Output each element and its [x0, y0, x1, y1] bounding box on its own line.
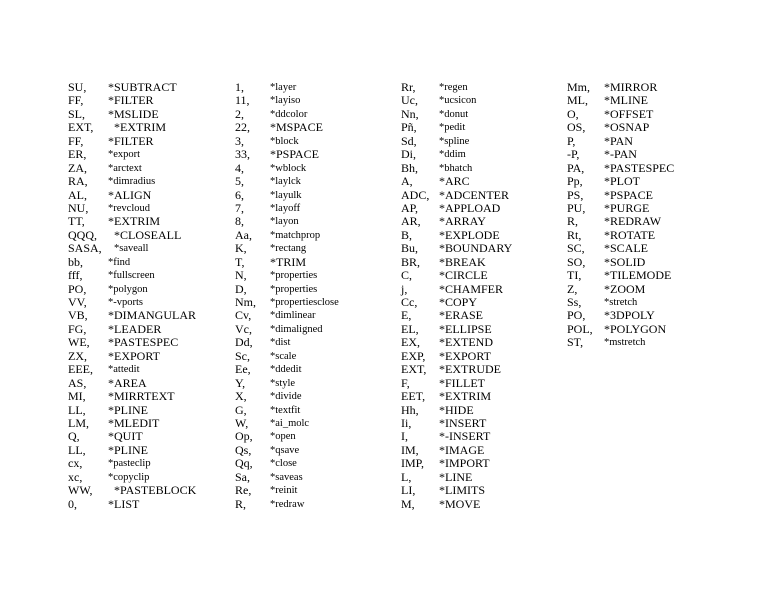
- alias-key: FF,: [68, 93, 84, 108]
- alias-key: R,: [567, 214, 579, 229]
- alias-key: 2,: [235, 106, 244, 121]
- alias-command: *OFFSET: [604, 106, 654, 121]
- alias-key: Z,: [567, 281, 578, 296]
- alias-command: *divide: [270, 391, 302, 403]
- alias-command: *EXPORT: [439, 348, 491, 363]
- alias-command: *APPLOAD: [439, 200, 501, 215]
- alias-key: LL,: [68, 402, 86, 417]
- alias-command: *arctext: [108, 162, 142, 174]
- alias-key: ML,: [567, 93, 588, 108]
- alias-key: LI,: [401, 483, 416, 498]
- alias-key: EET,: [401, 389, 426, 404]
- alias-command: *LIMITS: [439, 483, 485, 498]
- alias-command: *close: [270, 458, 297, 470]
- alias-key: 0,: [68, 496, 77, 511]
- alias-command: *LIST: [108, 496, 140, 511]
- alias-command: *BREAK: [439, 254, 486, 269]
- alias-key: Hh,: [401, 402, 419, 417]
- alias-key: VB,: [68, 308, 88, 323]
- alias-command: *polygon: [108, 283, 148, 295]
- alias-key: EX,: [401, 335, 420, 350]
- alias-key: Nm,: [235, 295, 256, 309]
- alias-key: AP,: [401, 200, 419, 215]
- alias-key: NU,: [68, 200, 89, 215]
- alias-key: FF,: [68, 133, 84, 148]
- alias-key: EXT,: [68, 120, 94, 135]
- alias-command: *layulk: [270, 189, 302, 201]
- alias-key: E,: [401, 308, 412, 323]
- alias-key: Cv,: [235, 308, 252, 323]
- alias-key: L,: [401, 469, 412, 484]
- alias-command: *LINE: [439, 469, 473, 484]
- alias-command: *properties: [270, 270, 318, 282]
- alias-command: *MLINE: [604, 93, 648, 108]
- alias-command: *MOVE: [439, 496, 481, 511]
- alias-key: IMP,: [401, 456, 425, 471]
- alias-command: *PLINE: [108, 442, 148, 457]
- alias-key: Bu,: [401, 241, 419, 256]
- alias-key: 8,: [235, 214, 244, 229]
- alias-command: *saveas: [270, 471, 303, 483]
- alias-command: *-PAN: [604, 147, 637, 162]
- alias-command: *ARRAY: [439, 214, 486, 229]
- alias-command: *AREA: [108, 375, 147, 390]
- alias-command: *EXPORT: [108, 348, 160, 363]
- alias-command: *layoff: [270, 202, 301, 214]
- alias-command: *stretch: [604, 297, 638, 308]
- alias-key: cx,: [68, 456, 83, 471]
- alias-command: *3DPOLY: [604, 308, 655, 323]
- alias-key: Re,: [235, 483, 252, 498]
- alias-key: xc,: [68, 469, 83, 484]
- alias-command: *donut: [439, 108, 469, 120]
- alias-key: C,: [401, 268, 413, 283]
- alias-command: *scale: [270, 350, 297, 362]
- alias-key: PO,: [567, 308, 586, 323]
- alias-command: *MIRRTEXT: [108, 389, 175, 404]
- alias-key: Rt,: [567, 227, 582, 242]
- alias-key: ADC,: [401, 187, 430, 202]
- alias-key: 33,: [235, 147, 250, 162]
- alias-key: Qq,: [235, 456, 253, 471]
- alias-key: Sa,: [235, 469, 250, 484]
- alias-command: *PLINE: [108, 402, 148, 417]
- alias-command: *textfit: [270, 404, 301, 416]
- alias-key: BR,: [401, 254, 421, 269]
- alias-command: *reinit: [270, 485, 298, 497]
- alias-command: *COPY: [439, 295, 478, 309]
- alias-command: *FILTER: [108, 133, 154, 148]
- alias-key: ZA,: [68, 160, 87, 175]
- alias-key: 6,: [235, 187, 244, 202]
- alias-command: *properties: [270, 283, 318, 295]
- alias-command: *POLYGON: [604, 321, 667, 336]
- alias-key: Aa,: [235, 227, 252, 242]
- alias-key: Qs,: [235, 442, 252, 457]
- alias-key: EXP,: [401, 348, 426, 363]
- alias-key: SO,: [567, 254, 586, 269]
- alias-key: SASA,: [68, 241, 102, 256]
- alias-command: *SCALE: [604, 241, 649, 256]
- alias-command: *ERASE: [439, 308, 484, 323]
- alias-key: AS,: [68, 375, 87, 390]
- alias-command: *IMPORT: [439, 456, 490, 471]
- alias-key: LL,: [68, 442, 86, 457]
- alias-command: *bhatch: [439, 162, 473, 174]
- alias-command: *block: [270, 135, 299, 147]
- alias-command: *layer: [270, 82, 297, 93]
- alias-key: Nn,: [401, 106, 419, 121]
- alias-command: *SOLID: [604, 254, 646, 269]
- alias-key: 3,: [235, 133, 244, 148]
- alias-command: *PSPACE: [270, 147, 319, 162]
- alias-key: Di,: [401, 147, 416, 162]
- alias-command: *style: [270, 377, 296, 389]
- alias-key: Dd,: [235, 335, 253, 350]
- alias-key: PA,: [567, 160, 585, 175]
- alias-key: D,: [235, 281, 247, 296]
- alias-key: O,: [567, 106, 579, 121]
- alias-key: ST,: [567, 335, 584, 350]
- alias-key: POL,: [567, 321, 593, 336]
- alias-command: *fullscreen: [108, 270, 155, 282]
- alias-command: *MSLIDE: [108, 106, 159, 121]
- alias-command: *open: [270, 431, 296, 443]
- alias-command: *EXTEND: [439, 335, 493, 350]
- alias-key: 11,: [235, 93, 250, 108]
- alias-command: *qsave: [270, 444, 300, 456]
- alias-key: PO,: [68, 281, 87, 296]
- alias-key: IM,: [401, 442, 419, 457]
- alias-command: *ARC: [439, 174, 470, 189]
- alias-command: *layon: [270, 216, 299, 228]
- alias-key: Sd,: [401, 133, 417, 148]
- alias-key: Sc,: [235, 348, 250, 363]
- alias-key: OS,: [567, 120, 586, 135]
- alias-command: *ADCENTER: [439, 187, 509, 202]
- alias-key: VV,: [68, 295, 87, 309]
- alias-key: W,: [235, 415, 249, 430]
- alias-key: EEE,: [68, 362, 93, 377]
- alias-command: *ddcolor: [270, 108, 308, 120]
- alias-key: Pñ,: [401, 120, 417, 135]
- alias-command: *ZOOM: [604, 281, 646, 296]
- alias-key: M,: [401, 496, 415, 511]
- alias-key: Cc,: [401, 295, 418, 309]
- alias-command: *BOUNDARY: [439, 241, 513, 256]
- alias-command: *SUBTRACT: [108, 80, 177, 94]
- alias-key: PS,: [567, 187, 584, 202]
- alias-key: SL,: [68, 106, 86, 121]
- alias-key: Pp,: [567, 174, 583, 189]
- alias-key: G,: [235, 402, 247, 417]
- alias-key: Ee,: [235, 362, 251, 377]
- alias-key: SU,: [68, 80, 87, 94]
- alias-command: *mstretch: [604, 337, 646, 349]
- alias-command: *pasteclip: [108, 458, 151, 470]
- alias-key: PU,: [567, 200, 586, 215]
- alias-command: *PASTEBLOCK: [114, 483, 197, 498]
- alias-command: *MIRROR: [604, 80, 658, 94]
- alias-key: I,: [401, 429, 408, 444]
- alias-key: F,: [401, 375, 410, 390]
- alias-command: *spline: [439, 135, 470, 147]
- alias-command: *PSPACE: [604, 187, 653, 202]
- alias-key: Vc,: [235, 321, 252, 336]
- alias-key: SC,: [567, 241, 585, 256]
- alias-command: *ddedit: [270, 364, 302, 376]
- alias-key: Y,: [235, 375, 246, 390]
- alias-key: K,: [235, 241, 247, 256]
- alias-command: *copyclip: [108, 471, 150, 483]
- alias-key: N,: [235, 268, 247, 283]
- alias-key: j,: [401, 281, 408, 296]
- alias-command: *EXTRIM: [108, 214, 160, 229]
- alias-command: *QUIT: [108, 429, 143, 444]
- alias-key: LM,: [68, 415, 89, 430]
- alias-command: *export: [108, 149, 141, 161]
- alias-key: ZX,: [68, 348, 87, 363]
- alias-key: EXT,: [401, 362, 427, 377]
- alias-command: *HIDE: [439, 402, 474, 417]
- alias-key: B,: [401, 227, 413, 242]
- alias-command: *ddim: [439, 149, 466, 161]
- alias-command: *PASTESPEC: [108, 335, 179, 350]
- alias-key: Rr,: [401, 80, 416, 94]
- alias-command: *propertiesclose: [270, 297, 339, 308]
- alias-command: *REDRAW: [604, 214, 662, 229]
- alias-command: *matchprop: [270, 229, 321, 241]
- alias-key: R,: [235, 496, 247, 511]
- alias-key: fff,: [68, 268, 83, 283]
- alias-command: *TRIM: [270, 254, 306, 269]
- alias-command: *OSNAP: [604, 120, 650, 135]
- alias-command: *TILEMODE: [604, 268, 672, 283]
- alias-command: *-INSERT: [439, 429, 491, 444]
- alias-command: *LEADER: [108, 321, 162, 336]
- alias-key: EL,: [401, 321, 419, 336]
- alias-key: ER,: [68, 147, 87, 162]
- alias-key: Ii,: [401, 415, 412, 430]
- alias-command: *ai_molc: [270, 417, 310, 429]
- alias-command: *FILTER: [108, 93, 154, 108]
- alias-command: *PASTESPEC: [604, 160, 675, 175]
- alias-key: 7,: [235, 200, 244, 215]
- alias-command: *PURGE: [604, 200, 650, 215]
- alias-command: *FILLET: [439, 375, 485, 390]
- alias-command: *pedit: [439, 122, 466, 134]
- alias-key: MI,: [68, 389, 86, 404]
- alias-command: *DIMANGULAR: [108, 308, 196, 323]
- alias-command: *PLOT: [604, 174, 640, 189]
- alias-command: *ucsicon: [439, 95, 477, 107]
- alias-command: *redraw: [270, 498, 305, 510]
- alias-command: *IMAGE: [439, 442, 485, 457]
- alias-key: AR,: [401, 214, 421, 229]
- alias-command: *MLEDIT: [108, 415, 160, 430]
- alias-command: *CHAMFER: [439, 281, 504, 296]
- alias-command: *laylck: [270, 176, 301, 188]
- alias-command: *PAN: [604, 133, 633, 148]
- alias-key: Op,: [235, 429, 253, 444]
- alias-key: Uc,: [401, 93, 418, 108]
- alias-command: *-vports: [108, 297, 143, 308]
- alias-command: *EXTRUDE: [439, 362, 501, 377]
- alias-key: WW,: [68, 483, 93, 498]
- alias-key: X,: [235, 389, 247, 404]
- alias-key: A,: [401, 174, 413, 189]
- alias-key: 4,: [235, 160, 244, 175]
- alias-command: *regen: [439, 82, 468, 93]
- alias-key: -P,: [567, 147, 580, 162]
- alias-key: Ss,: [567, 295, 582, 309]
- alias-command: *EXTRIM: [439, 389, 491, 404]
- alias-command: *revcloud: [108, 202, 150, 214]
- alias-command: *dimradius: [108, 176, 156, 188]
- alias-key: bb,: [68, 254, 83, 269]
- alias-key: QQQ,: [68, 227, 97, 242]
- alias-key: AL,: [68, 187, 87, 202]
- alias-key: WE,: [68, 335, 90, 350]
- alias-key: 22,: [235, 120, 250, 135]
- alias-key: Q,: [68, 429, 80, 444]
- alias-command: *INSERT: [439, 415, 487, 430]
- alias-command: *saveall: [114, 243, 149, 255]
- alias-command: *attedit: [108, 364, 140, 376]
- alias-command: *CIRCLE: [439, 268, 488, 283]
- alias-command: *ALIGN: [108, 187, 152, 202]
- alias-command: *CLOSEALL: [114, 227, 182, 242]
- alias-key: FG,: [68, 321, 87, 336]
- alias-command: *ROTATE: [604, 227, 656, 242]
- alias-key: T,: [235, 254, 245, 269]
- alias-command: *ELLIPSE: [439, 321, 492, 336]
- alias-key: TT,: [68, 214, 85, 229]
- alias-command: *dimaligned: [270, 323, 323, 335]
- alias-key: P,: [567, 133, 576, 148]
- alias-key: Bh,: [401, 160, 419, 175]
- alias-key: TI,: [567, 268, 582, 283]
- alias-command: *EXTRIM: [114, 120, 166, 135]
- alias-command: *dimlinear: [270, 310, 316, 322]
- alias-command: *layiso: [270, 95, 301, 107]
- alias-key: 1,: [235, 80, 244, 94]
- alias-command: *MSPACE: [270, 120, 323, 135]
- alias-key: Mm,: [567, 80, 591, 94]
- alias-command: *dist: [270, 337, 291, 349]
- alias-command: *wblock: [270, 162, 307, 174]
- alias-command: *EXPLODE: [439, 227, 500, 242]
- alias-command: *rectang: [270, 243, 307, 255]
- alias-command: *find: [108, 256, 131, 268]
- alias-key: RA,: [68, 174, 88, 189]
- alias-key: 5,: [235, 174, 244, 189]
